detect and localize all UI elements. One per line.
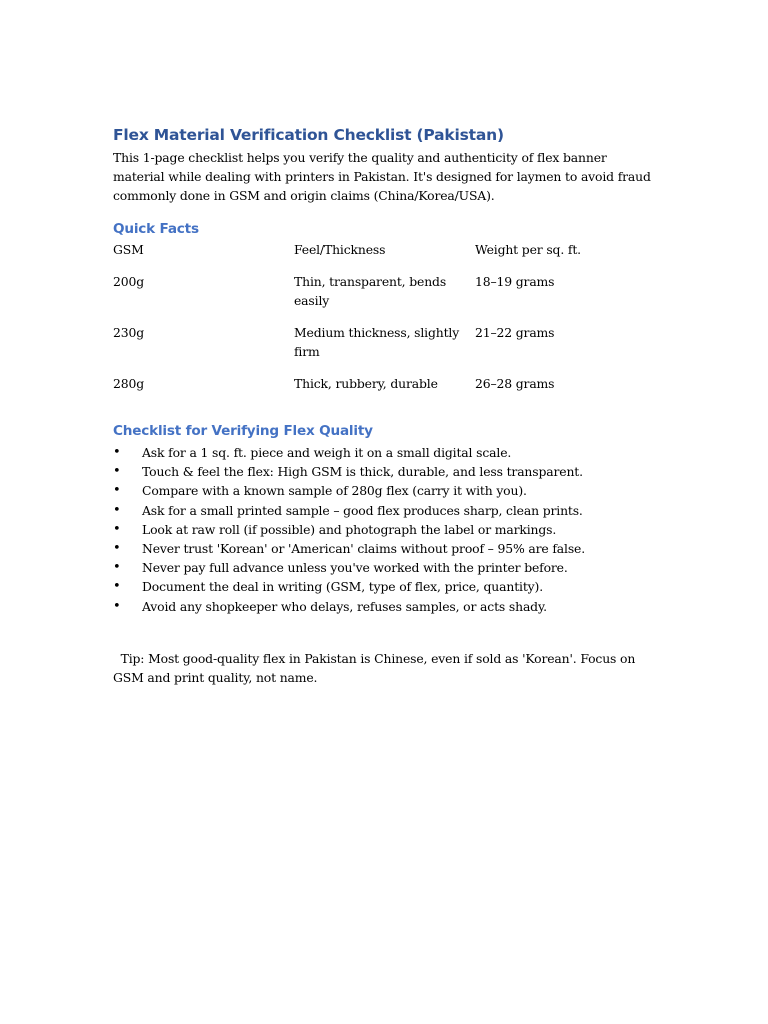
list-item [113, 577, 653, 596]
list-item [113, 481, 653, 500]
table-cell: 18–19 grams [475, 274, 555, 289]
list-item-text: Touch & feel the flex: High GSM is thick, durable, and less transparent. [142, 464, 583, 480]
checklist-heading: Checklist for Verifying Flex Quality [113, 423, 373, 439]
table-header-cell: GSM [113, 242, 144, 257]
bullet-icon: • [113, 560, 121, 576]
list-item [113, 443, 653, 462]
list-item [113, 597, 653, 616]
list-item-text: Never pay full advance unless you've worked with the printer before. [142, 560, 568, 576]
bullet-icon: • [113, 464, 121, 480]
list-item [113, 520, 653, 539]
table-row [113, 374, 653, 404]
quick-facts-heading: Quick Facts [113, 221, 199, 237]
table-cell: 26–28 grams [475, 376, 555, 391]
bullet-icon: • [113, 541, 121, 557]
list-item [113, 462, 653, 481]
bullet-icon: • [113, 598, 121, 614]
table-cell: Medium thickness, slightly firm [294, 325, 460, 359]
list-item-text: Compare with a known sample of 280g flex (carry it with you). [142, 483, 527, 499]
list-item [113, 539, 653, 558]
table-header-cell: Feel/Thickness [294, 242, 386, 257]
checklist-list [113, 443, 653, 616]
list-item-text: Document the deal in writing (GSM, type of flex, price, quantity). [142, 579, 543, 595]
table-cell: Thin, transparent, bends easily [294, 274, 447, 308]
bullet-icon: • [113, 579, 121, 595]
table-header-row [113, 240, 653, 272]
list-item-text: Avoid any shopkeeper who delays, refuses samples, or acts shady. [142, 598, 547, 614]
list-item [113, 501, 653, 520]
list-item-text: Ask for a small printed sample – good flex produces sharp, clean prints. [142, 502, 583, 518]
table-cell: Thick, rubbery, durable [294, 376, 438, 391]
list-item-text: Ask for a 1 sq. ft. piece and weigh it on a small digital scale. [142, 445, 512, 460]
list-item [113, 558, 653, 577]
table-header-cell: Weight per sq. ft. [475, 242, 581, 257]
list-item-text: Look at raw roll (if possible) and photograph the label or markings. [142, 521, 557, 537]
table-cell: 200g [113, 274, 144, 289]
intro-paragraph: This 1-page checklist helps you verify the quality and authenticity of flex banner material while dealing with printers in Pakistan. It's designed for laymen to avoid fraud commonly done in GSM and origin claims (China/Korea/USA). [113, 150, 651, 203]
document-title: Flex Material Verification Checklist (Pakistan) [113, 126, 504, 144]
table-cell: 280g [113, 376, 144, 391]
table-cell: 230g [113, 325, 144, 340]
table-row [113, 323, 653, 374]
table-cell: 21–22 grams [475, 325, 555, 340]
table-row [113, 272, 653, 323]
quick-facts-table [113, 240, 653, 404]
tip-paragraph: Tip: Most good-quality flex in Pakistan is Chinese, even if sold as 'Korean'. Focus on GSM and print quality, not name. [113, 650, 639, 685]
bullet-icon: • [113, 445, 121, 460]
bullet-icon: • [113, 502, 121, 518]
list-item-text: Never trust 'Korean' or 'American' claims without proof – 95% are false. [142, 541, 586, 557]
bullet-icon: • [113, 483, 121, 499]
bullet-icon: • [113, 521, 121, 537]
document-page [113, 124, 653, 687]
